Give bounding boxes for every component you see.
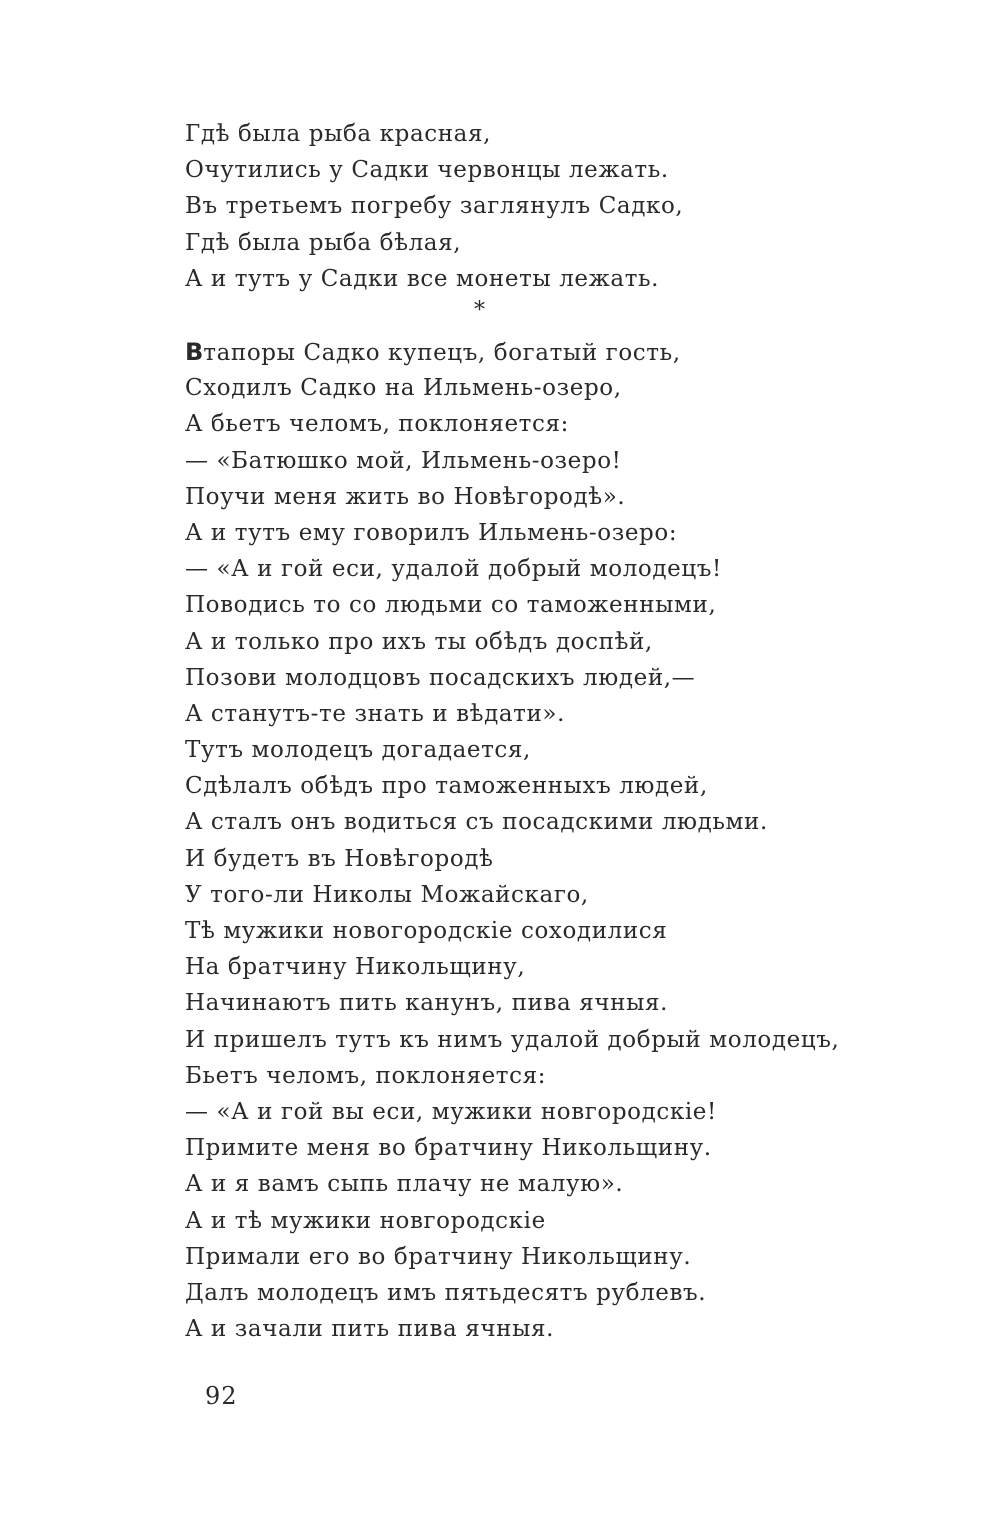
verse-line: Примали его во братчину Никольщину. <box>185 1243 692 1270</box>
verse-line: Бьетъ челомъ, поклоняется: <box>185 1062 547 1089</box>
verse-line: Поучи меня жить во Новѣгородѣ». <box>185 483 626 510</box>
page-number: 92 <box>205 1382 238 1410</box>
verse-line-rest: тапоры Садко купецъ, богатый гость, <box>203 340 681 366</box>
verse-line: Примите меня во братчину Никольщину. <box>185 1135 712 1162</box>
stanza-1 <box>185 116 683 297</box>
verse-line: — «А и гой еси, удалой добрый молодецъ! <box>185 556 722 583</box>
verse-line: Гдѣ была рыба красная, <box>185 121 492 147</box>
verse-line: Гдѣ была рыба бѣлая, <box>185 229 462 256</box>
verse-line: Въ третьемъ погребу заглянулъ Садко, <box>185 193 684 220</box>
stanza-2 <box>185 334 839 1347</box>
verse-line: Сдѣлалъ обѣдъ про таможенныхъ людей, <box>185 773 708 800</box>
verse-line: — «А и гой вы еси, мужики новгородскіе! <box>185 1098 717 1125</box>
verse-line-first <box>185 334 839 370</box>
verse-line: Позови молодцовъ посадскихъ людей,— <box>185 664 696 691</box>
verse-line: Начинаютъ пить канунъ, пива ячныя. <box>185 990 668 1017</box>
verse-line: Тутъ молодецъ догадается, <box>185 737 531 764</box>
verse-line: А бьетъ челомъ, поклоняется: <box>185 411 569 438</box>
verse-line: А станутъ-те знать и вѣдати». <box>185 700 565 727</box>
verse-line: Поводись то со людьми со таможенными, <box>185 592 717 619</box>
verse-line: А и я вамъ сыпь плачу не малую». <box>185 1171 624 1198</box>
verse-line: Тѣ мужики новогородскіе соходилися <box>185 918 668 944</box>
verse-line: А сталъ онъ водиться съ посадскими людьми. <box>185 809 768 836</box>
verse-line: Далъ молодецъ имъ пятьдесятъ рублевъ. <box>185 1279 707 1306</box>
verse-line: И пришелъ тутъ къ нимъ удалой добрый молодецъ, <box>185 1026 840 1053</box>
initial-letter: В <box>185 338 204 366</box>
verse-line: — «Батюшко мой, Ильмень-озеро! <box>185 447 622 474</box>
verse-line: И будетъ въ Новѣгородѣ <box>185 845 494 872</box>
verse-line: На братчину Никольщину, <box>185 954 526 981</box>
verse-line: У того-ли Николы Можайскаго, <box>185 881 589 908</box>
section-separator-asterisk: * <box>474 298 485 323</box>
verse-line: А и тутъ у Садки все монеты лежать. <box>185 265 660 292</box>
verse-line: Очутились у Садки червонцы лежать. <box>185 157 669 184</box>
verse-line: А и только про ихъ ты обѣдъ доспѣй, <box>185 628 653 655</box>
verse-line: А и тутъ ему говорилъ Ильмень-озеро: <box>185 519 678 546</box>
verse-line: Сходилъ Садко на Ильмень-озеро, <box>185 375 622 402</box>
verse-line: А и зачали пить пива ячныя. <box>185 1316 555 1343</box>
verse-line: А и тѣ мужики новгородскіе <box>185 1207 546 1234</box>
